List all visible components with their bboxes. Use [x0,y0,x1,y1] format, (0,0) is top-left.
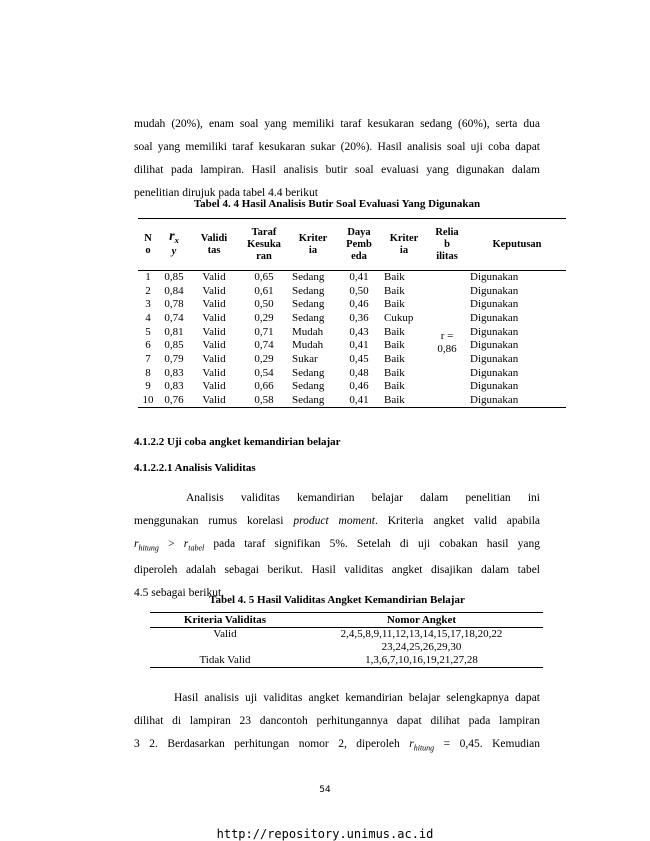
page-number: 54 [319,785,331,795]
intro-line-1: mudah (20%), enam soal yang memiliki taraf kesukaran sedang (60%), serta dua [134,118,540,130]
section-heading-4-1-2-2-1: 4.1.2.2.1 Analisis Validitas [134,462,256,474]
th-no: N o [144,232,152,256]
table45-caption: Tabel 4. 5 Hasil Validitas Angket Kemandirian Belajar [209,594,465,606]
th-reliabilitas: Relia b ilitas [435,226,459,262]
intro-paragraph [134,113,540,205]
table-item-analysis [138,218,566,408]
validity-line-3: $r_{hitung} > r_{tabel}$ pada taraf signifikan 5%. Setelah di uji cobakan hasil yang [134,538,540,553]
table-row: 9 0,83 Valid 0,66 Sedang 0,46 Baik Digunakan [145,380,519,393]
closing-line-3: 3 2. Berdasarkan perhitungan nomor 2, diperoleh $r_{hitung} = 0,45$. Kemudian [134,738,541,753]
table-row: 10 0,76 Valid 0,58 Sedang 0,41 Baik Digunakan [138,394,566,408]
th-nomor-angket: Nomor Angket [300,613,543,628]
th-rxy: $r_x$ y [169,228,179,258]
intro-line-2: soal yang memiliki taraf kesukaran sukar (20%). Hasil analisis soal uji coba dapat [134,141,540,153]
table-row: 5 0,81 Valid 0,71 Mudah 0,43 Baik Digunakan [145,325,519,338]
table-row: 7 0,79 Valid 0,29 Sukar 0,45 Baik Digunakan [145,352,519,365]
table-row: Valid 2,4,5,8,9,11,12,13,14,15,17,18,20,22 23,24,25,26,29,30 [213,628,503,653]
validity-line-2: menggunakan rumus korelasi product moment. Kriteria angket valid apabila [134,515,541,527]
table-row: 2 0,84 Valid 0,61 Sedang 0,50 Baik Digunakan [145,284,519,297]
closing-paragraph [134,687,540,759]
table-row: 6 0,85 Valid 0,74 Mudah 0,41 Baik Digunakan [145,339,519,352]
validity-line-4: diperoleh adalah sebagai berikut. Hasil validitas angket disajikan dalam tabel [134,564,540,577]
table44-caption: Tabel 4. 4 Hasil Analisis Butir Soal Evaluasi Yang Digunakan [193,198,481,210]
reliabilitas-value: r = 0,86 [437,329,457,355]
validity-line-5: 4.5 sebagai berikut. [134,587,225,600]
table-row: 3 0,78 Valid 0,50 Sedang 0,46 Baik Digunakan [145,298,519,311]
th-kriteria-1: Kriter ia [298,232,328,256]
footer-url[interactable]: http://repository.unimus.ac.id [216,827,434,841]
table-row: 1 0,85 Valid 0,65 Sedang 0,41 Baik r = 0,86 Digunakan [138,271,566,285]
th-validitas: Validi tas [200,232,228,256]
th-kriteria-validitas: Kriteria Validitas [150,613,300,628]
th-taraf: Taraf Kesuka ran [247,226,281,262]
intro-line-4: penelitian dirujuk pada tabel 4.4 berikut [134,187,318,199]
th-kriteria-2: Kriter ia [389,232,419,256]
th-daya-pembeda: Daya Pemb eda [346,226,372,262]
table-row: 4 0,74 Valid 0,29 Sedang 0,36 Cukup Digunakan [145,311,519,324]
closing-line-2: dilihat di lampiran 23 dancontoh perhitungannya dapat dilihat pada lampiran [134,715,540,727]
closing-line-1: Hasil analisis uji validitas angket kemandirian belajar selengkapnya dapat [174,692,540,704]
table-row: 8 0,83 Valid 0,54 Sedang 0,48 Baik Digunakan [145,366,519,379]
th-keputusan: Keputusan [492,238,542,250]
table-validity-results [150,612,543,668]
table-row: Tidak Valid 1,3,6,7,10,16,19,21,27,28 [150,654,543,668]
intro-line-3: dilihat pada lampiran. Hasil analisis butir soal evaluasi yang digunakan dalam [134,164,540,176]
validity-paragraph [134,487,540,605]
section-heading-4-1-2-2: 4.1.2.2 Uji coba angket kemandirian belajar [134,436,341,448]
validity-line-1: Analisis validitas kemandirian belajar dalam penelitian ini [186,492,540,504]
